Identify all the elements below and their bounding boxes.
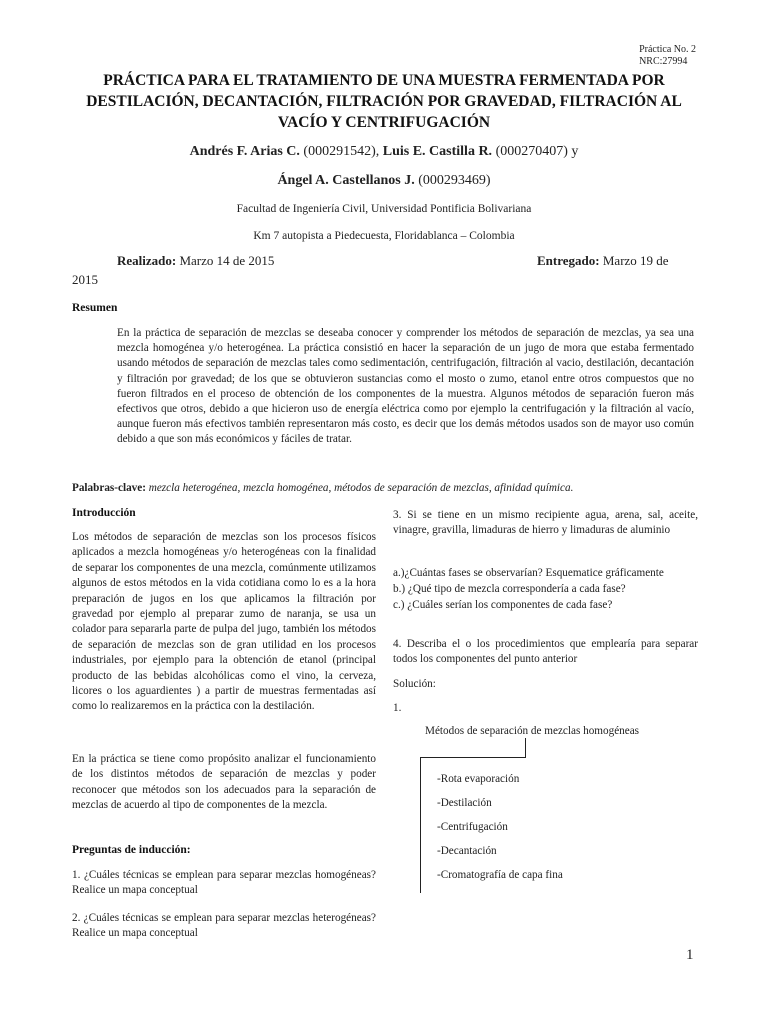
title-line: PRÁCTICA PARA EL TRATAMIENTO DE UNA MUESTRA FERMENTADA POR (103, 72, 665, 89)
paper-title (60, 70, 708, 133)
question-item: 4. Describa el o los procedimientos que emplearía para separar todos los componentes del punto anterior (393, 638, 698, 666)
concept-map-title: Métodos de separación de mezclas homogéneas (425, 725, 640, 737)
introduccion-heading: Introducción (72, 507, 136, 519)
keywords-text: mezcla heterogénea, mezcla homogénea, métodos de separación de mezclas, afinidad química. (145, 482, 574, 494)
author-id: (000293469) (414, 173, 491, 188)
author-name: Andrés F. Arias C. (189, 144, 300, 159)
concept-map-connector (525, 738, 526, 758)
introduccion-paragraph: Los métodos de separación de mezclas son los procesos físicos aplicados a mezcla homogéneas y/o heterogéneas con la finalidad de separar los componentes de una mezcla, comúnmente utilizamos algunos de estos métodos en la vida cotidiana como lo es a la hora preparación de jugos en los que aplicamos la filtración por gravedad por ejemplo al preparar zumo de naranja, se usa un colador para separarla parte de pulpa del jugo, también los métodos de separación de mezclas son de gran utilidad en los procesos industriales, por ejemplo para la obtención de etanol (principal producto de las bebidas alcohólicas como el vino, la cerveza, licores o los aguardientes ) a partir de muestras fermentadas así como lo realizaremos en la práctica con la destilación. (72, 531, 376, 713)
header-meta (639, 44, 696, 68)
keywords (72, 481, 694, 495)
date-label: Entregado: (537, 253, 600, 268)
practice-number: Práctica No. 2 (639, 44, 696, 55)
author-name: Ángel A. Castellanos J. (277, 173, 415, 188)
affiliation-faculty: Facultad de Ingeniería Civil, Universidad Pontificia Bolivariana (236, 203, 532, 215)
date-entregado (537, 253, 669, 269)
date-realizado (117, 253, 274, 269)
question-subitem: a.)¿Cuántas fases se observarían? Esquematice gráficamente (393, 567, 664, 579)
concept-map-connector (420, 757, 421, 893)
affiliation-address: Km 7 autopista a Piedecuesta, Floridablanca – Colombia (253, 230, 515, 242)
resumen-heading: Resumen (72, 302, 118, 314)
concept-map-item: -Rota evaporación (437, 773, 520, 785)
nrc-code: NRC:27994 (639, 56, 688, 67)
question-subitem: c.) ¿Cuáles serían los componentes de cada fase? (393, 599, 613, 611)
introduccion-paragraph: En la práctica se tiene como propósito analizar el funcionamiento de los distintos métodos de separación de mezclas y poder reconocer que métodos son los adecuados para la separación de mezclas de acuerdo al tipo de componentes de la mezcla. (72, 753, 376, 812)
authors-line-1 (60, 143, 708, 161)
title-line: VACÍO Y CENTRIFUGACIÓN (277, 114, 491, 131)
authors-line-2 (60, 172, 708, 190)
keywords-label: Palabras-clave: (72, 482, 146, 494)
author-id: (000270407) y (492, 144, 579, 159)
date-value: Marzo 14 de 2015 (176, 253, 275, 268)
author-id: (000291542), (299, 144, 383, 159)
question-item: 1. ¿Cuáles técnicas se emplean para separar mezclas homogéneas? Realice un mapa conceptual (72, 869, 376, 897)
solucion-number: 1. (393, 702, 402, 714)
resumen-text: En la práctica de separación de mezclas se deseaba conocer y comprender los métodos de separación de mezclas, ya sea una mezcla homogénea y/o heterogénea. La práctica consistió en hacer la separación de un jugo de mora que estaba fermentado usando métodos de separación de mezclas tales como sedimentación, centrifugación, filtración al vacio, destilación, decantación y filtración por gravedad; de los que se obtuvieron sustancias como el mosto o zumo, etanol entre otros compuestos que no fueron filtrados en el proceso de obtención de los componentes de la muestra. Algunos métodos de separación fueron más efectivos que otros, debido a que hicieron uso de energía eléctrica como por ejemplo la centrifugación y la filtración al vacío, aunque fueron más efectivos también representaron más costo, es decir que los demás métodos usados son de mayor uso común debido a que son más económicos y fáciles de tratar. (117, 327, 694, 446)
preguntas-heading: Preguntas de inducción: (72, 844, 191, 856)
title-line: DESTILACIÓN, DECANTACIÓN, FILTRACIÓN POR GRAVEDAD, FILTRACIÓN AL (86, 93, 682, 110)
concept-map-item: -Decantación (437, 845, 497, 857)
question-item: 3. Si se tiene en un mismo recipiente agua, arena, sal, aceite, vinagre, gravilla, limaduras de hierro y limaduras de aluminio (393, 509, 698, 537)
concept-map-item: -Cromatografía de capa fina (437, 869, 563, 881)
concept-map-item: -Destilación (437, 797, 492, 809)
author-name: Luis E. Castilla R. (382, 144, 493, 159)
date-label: Realizado: (117, 253, 177, 268)
question-subitem: b.) ¿Qué tipo de mezcla correspondería a cada fase? (393, 583, 626, 595)
page-number: 1 (686, 947, 694, 963)
solucion-label: Solución: (393, 678, 436, 690)
date-year: 2015 (72, 272, 98, 287)
date-value: Marzo 19 de (599, 253, 669, 268)
concept-map-connector (420, 757, 526, 758)
concept-map-item: -Centrifugación (437, 821, 508, 833)
question-item: 2. ¿Cuáles técnicas se emplean para separar mezclas heterogéneas? Realice un mapa conceptual (72, 912, 376, 940)
